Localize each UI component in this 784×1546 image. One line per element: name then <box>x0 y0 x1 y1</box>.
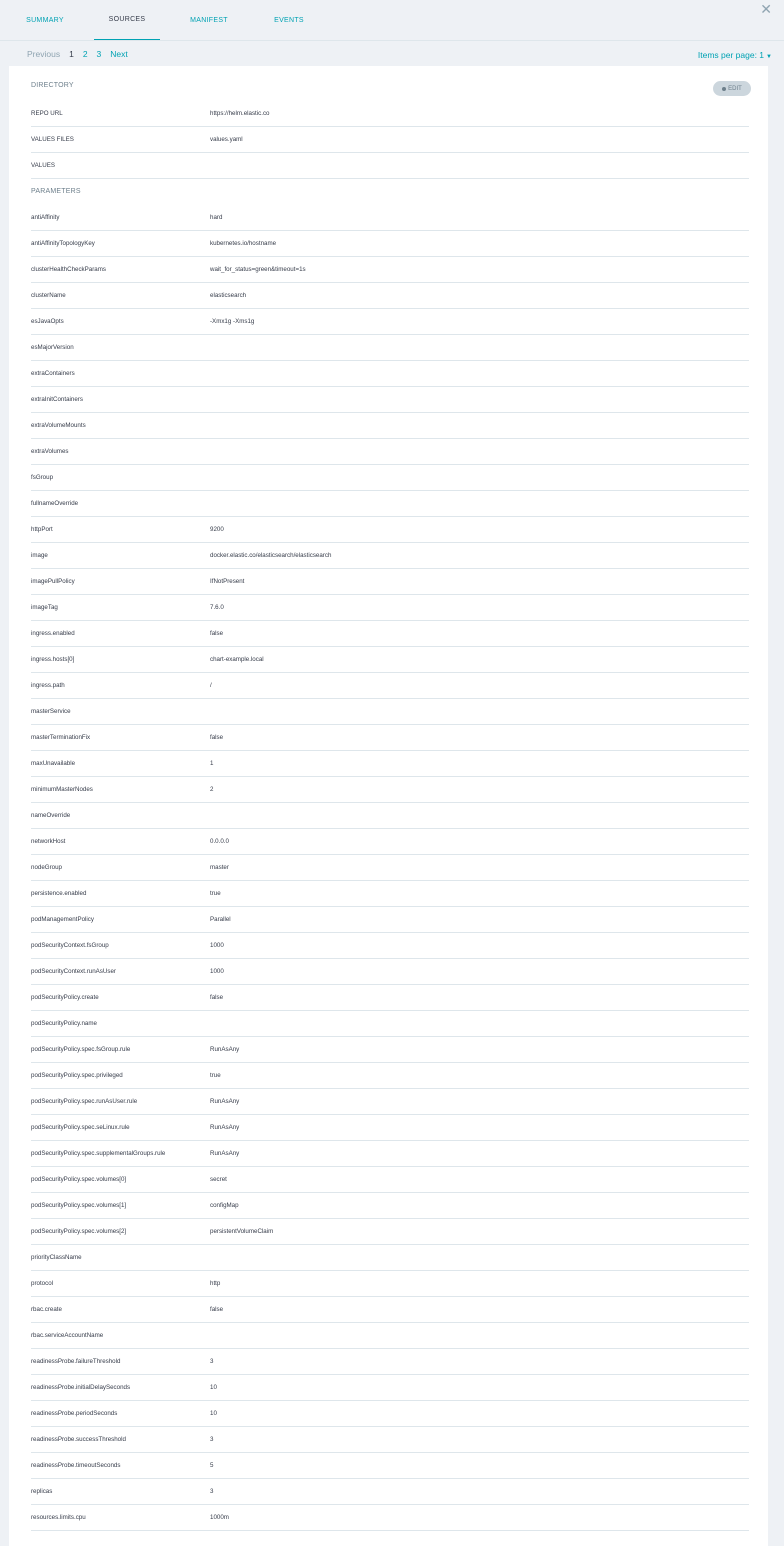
parameter-row <box>31 1348 749 1375</box>
parameter-row-value: -Xmx1g -Xms1g <box>210 318 255 325</box>
parameter-row <box>31 880 749 907</box>
parameter-row-key: masterTerminationFix <box>31 734 91 741</box>
parameter-row-key: esMajorVersion <box>31 344 74 351</box>
parameter-row <box>31 490 749 517</box>
page-1-link[interactable]: 1 <box>69 49 74 59</box>
parameter-row-key: podSecurityContext.fsGroup <box>31 942 109 949</box>
parameter-row-key: antiAffinityTopologyKey <box>31 240 95 247</box>
parameter-row-key: podSecurityPolicy.spec.supplementalGroups.rule <box>31 1150 166 1157</box>
caret-down-icon: ▼ <box>766 54 772 60</box>
parameter-row <box>31 1452 749 1479</box>
parameter-row-value: http <box>210 1280 221 1287</box>
parameter-row-value: 1000 <box>210 942 224 949</box>
parameter-row <box>31 984 749 1011</box>
parameter-row-key: httpPort <box>31 526 53 533</box>
parameter-row <box>31 204 749 231</box>
parameter-row-value: 7.6.0 <box>210 604 224 611</box>
parameter-row-value: hard <box>210 214 223 221</box>
parameter-row-value: persistentVolumeClaim <box>210 1228 274 1235</box>
parameter-row-key: protocol <box>31 1280 54 1287</box>
parameter-row <box>31 698 749 725</box>
parameter-row <box>31 360 749 387</box>
parameter-row <box>31 412 749 439</box>
items-per-page-label: Items per page: 1 <box>697 50 765 60</box>
parameter-row-value: 3 <box>210 1358 214 1365</box>
parameter-row-key: rbac.serviceAccountName <box>31 1332 104 1339</box>
parameter-row <box>31 958 749 985</box>
parameter-row <box>31 1192 749 1219</box>
parameter-row-key: podSecurityContext.runAsUser <box>31 968 116 975</box>
parameter-row <box>31 1296 749 1323</box>
directory-row <box>31 100 749 127</box>
parameter-row-value: IfNotPresent <box>210 578 245 585</box>
parameter-row-value: false <box>210 630 224 637</box>
directory-row-value: values.yaml <box>210 136 243 143</box>
parameter-row-key: clusterHealthCheckParams <box>31 266 106 273</box>
parameter-row-value: 2 <box>210 786 214 793</box>
parameter-row-value: 1000m <box>210 1514 229 1521</box>
parameter-row <box>31 672 749 699</box>
previous-page-link[interactable]: Previous <box>27 49 61 59</box>
parameter-row <box>31 1166 749 1193</box>
parameter-row-key: clusterName <box>31 292 66 299</box>
parameter-row-key: podSecurityPolicy.spec.volumes[0] <box>31 1176 127 1183</box>
directory-row-key: REPO URL <box>31 110 63 117</box>
parameter-row-key: nodeGroup <box>31 864 62 871</box>
parameter-row-value: 1000 <box>210 968 224 975</box>
parameter-row-value: configMap <box>210 1202 239 1209</box>
parameter-row-key: nameOverride <box>31 812 71 819</box>
parameter-row <box>31 594 749 621</box>
parameter-row <box>31 1244 749 1271</box>
parameter-row-key: antiAffinity <box>31 214 60 221</box>
parameter-row-key: podSecurityPolicy.spec.fsGroup.rule <box>31 1046 131 1053</box>
parameter-row <box>31 750 749 777</box>
parameter-row <box>31 646 749 673</box>
parameter-row-key: rbac.create <box>31 1306 62 1313</box>
directory-row-key: VALUES <box>31 162 55 169</box>
parameter-row <box>31 724 749 751</box>
parameter-row-value: kubernetes.io/hostname <box>210 240 277 247</box>
parameter-row-value: true <box>210 1072 221 1079</box>
edit-button-label: EDIT <box>728 85 742 92</box>
parameter-row-key: extraVolumeMounts <box>31 422 86 429</box>
parameter-row-value: 5 <box>210 1462 214 1469</box>
edit-icon <box>722 87 726 91</box>
edit-button[interactable] <box>713 81 751 96</box>
parameter-row <box>31 1478 749 1505</box>
parameter-row-value: RunAsAny <box>210 1150 240 1157</box>
parameter-row <box>31 542 749 569</box>
parameter-row <box>31 230 749 257</box>
parameter-row-key: readinessProbe.failureThreshold <box>31 1358 121 1365</box>
parameter-row <box>31 932 749 959</box>
parameter-row-value: RunAsAny <box>210 1124 240 1131</box>
parameter-row <box>31 334 749 361</box>
parameter-row-key: ingress.enabled <box>31 630 75 637</box>
tab-summary[interactable]: SUMMARY <box>26 16 64 24</box>
parameter-row-value: Parallel <box>210 916 231 923</box>
sources-card <box>9 66 768 1546</box>
parameter-row-key: podManagementPolicy <box>31 916 94 923</box>
pagination <box>27 48 137 60</box>
tab-sources[interactable]: SOURCES <box>94 0 160 40</box>
parameter-row <box>31 776 749 803</box>
parameter-row <box>31 854 749 881</box>
parameter-row <box>31 1400 749 1427</box>
parameter-row-value: master <box>210 864 229 871</box>
parameter-row-value: 3 <box>210 1436 214 1443</box>
parameter-row-key: podSecurityPolicy.spec.volumes[2] <box>31 1228 127 1235</box>
parameter-row <box>31 828 749 855</box>
parameter-row-key: readinessProbe.initialDelaySeconds <box>31 1384 131 1391</box>
parameter-row-key: podSecurityPolicy.name <box>31 1020 97 1027</box>
parameter-row-value: 1 <box>210 760 214 767</box>
parameter-row-value: 3 <box>210 1488 214 1495</box>
parameter-row-value: RunAsAny <box>210 1046 240 1053</box>
parameter-row <box>31 516 749 543</box>
parameter-row-value: 9200 <box>210 526 224 533</box>
parameter-row-value: false <box>210 994 224 1001</box>
parameter-row-key: networkHost <box>31 838 66 845</box>
tab-manifest[interactable]: MANIFEST <box>190 16 228 24</box>
parameter-row <box>31 308 749 335</box>
next-page-link[interactable]: Next <box>110 49 128 59</box>
parameter-row <box>31 1062 749 1089</box>
parameter-row <box>31 256 749 283</box>
parameter-row <box>31 1114 749 1141</box>
directory-section-title: DIRECTORY <box>31 82 74 89</box>
parameter-row-key: maxUnavailable <box>31 760 76 767</box>
parameter-row-key: podSecurityPolicy.spec.privileged <box>31 1072 123 1079</box>
parameter-row-key: extraInitContainers <box>31 396 83 403</box>
tab-bar <box>0 0 784 41</box>
directory-row <box>31 152 749 179</box>
parameter-row-key: podSecurityPolicy.spec.volumes[1] <box>31 1202 127 1209</box>
parameter-row <box>31 1426 749 1453</box>
parameter-row-key: masterService <box>31 708 71 715</box>
parameter-row-key: replicas <box>31 1488 53 1495</box>
parameter-row <box>31 1218 749 1245</box>
parameter-row-key: podSecurityPolicy.spec.seLinux.rule <box>31 1124 130 1131</box>
parameter-row <box>31 802 749 829</box>
parameter-row-key: minimumMasterNodes <box>31 786 93 793</box>
parameter-row-value: true <box>210 890 221 897</box>
parameter-row-value: false <box>210 1306 224 1313</box>
parameter-row <box>31 1036 749 1063</box>
directory-row <box>31 126 749 153</box>
parameter-row-value: 10 <box>210 1410 217 1417</box>
parameter-row-key: fullnameOverride <box>31 500 79 507</box>
page-3-link[interactable]: 3 <box>96 49 102 59</box>
parameter-row-value: / <box>210 682 212 689</box>
parameter-row-key: podSecurityPolicy.spec.runAsUser.rule <box>31 1098 138 1105</box>
parameter-row-key: imagePullPolicy <box>31 578 75 585</box>
parameter-row-value: docker.elastic.co/elasticsearch/elasticsearch <box>210 552 332 559</box>
parameter-row-value: chart-example.local <box>210 656 264 663</box>
directory-row-value: https://helm.elastic.co <box>210 110 270 117</box>
parameter-row <box>31 568 749 595</box>
parameter-row-key: image <box>31 552 48 559</box>
tab-events[interactable]: EVENTS <box>274 16 304 24</box>
parameter-row-key: extraVolumes <box>31 448 69 455</box>
parameter-row <box>31 464 749 491</box>
parameter-row-key: fsGroup <box>31 474 54 481</box>
parameter-row <box>31 438 749 465</box>
parameter-row-key: readinessProbe.periodSeconds <box>31 1410 118 1417</box>
parameter-row <box>31 1504 749 1531</box>
parameter-row-value: wait_for_status=green&timeout=1s <box>210 266 306 273</box>
parameter-row-key: readinessProbe.timeoutSeconds <box>31 1462 121 1469</box>
parameter-row <box>31 1270 749 1297</box>
directory-row-key: VALUES FILES <box>31 136 74 143</box>
parameter-row-value: secret <box>210 1176 227 1183</box>
page-2-link[interactable]: 2 <box>82 49 88 59</box>
parameter-row <box>31 1140 749 1167</box>
parameter-row-value: 10 <box>210 1384 217 1391</box>
parameter-row-value: false <box>210 734 224 741</box>
parameter-row <box>31 1374 749 1401</box>
close-icon[interactable]: ✕ <box>760 1 772 17</box>
items-per-page-dropdown[interactable] <box>698 50 772 60</box>
parameter-row-key: imageTag <box>31 604 58 611</box>
parameter-row-key: esJavaOpts <box>31 318 64 325</box>
parameters-section-title: PARAMETERS <box>31 188 81 195</box>
parameter-row-key: persistence.enabled <box>31 890 87 897</box>
parameter-row-key: extraContainers <box>31 370 75 377</box>
parameter-row <box>31 386 749 413</box>
parameter-row <box>31 906 749 933</box>
parameter-row <box>31 1088 749 1115</box>
parameter-row-value: RunAsAny <box>210 1098 240 1105</box>
parameter-row-value: 0.0.0.0 <box>210 838 229 845</box>
parameter-row-key: ingress.path <box>31 682 65 689</box>
parameter-row-key: priorityClassName <box>31 1254 82 1261</box>
parameter-row <box>31 1322 749 1349</box>
parameter-row-key: readinessProbe.successThreshold <box>31 1436 126 1443</box>
parameter-row-key: podSecurityPolicy.create <box>31 994 99 1001</box>
parameter-row-value: elasticsearch <box>210 292 247 299</box>
parameter-row-key: resources.limits.cpu <box>31 1514 86 1521</box>
parameter-row <box>31 620 749 647</box>
parameter-row <box>31 282 749 309</box>
parameter-row-key: ingress.hosts[0] <box>31 656 75 663</box>
parameter-row <box>31 1010 749 1037</box>
